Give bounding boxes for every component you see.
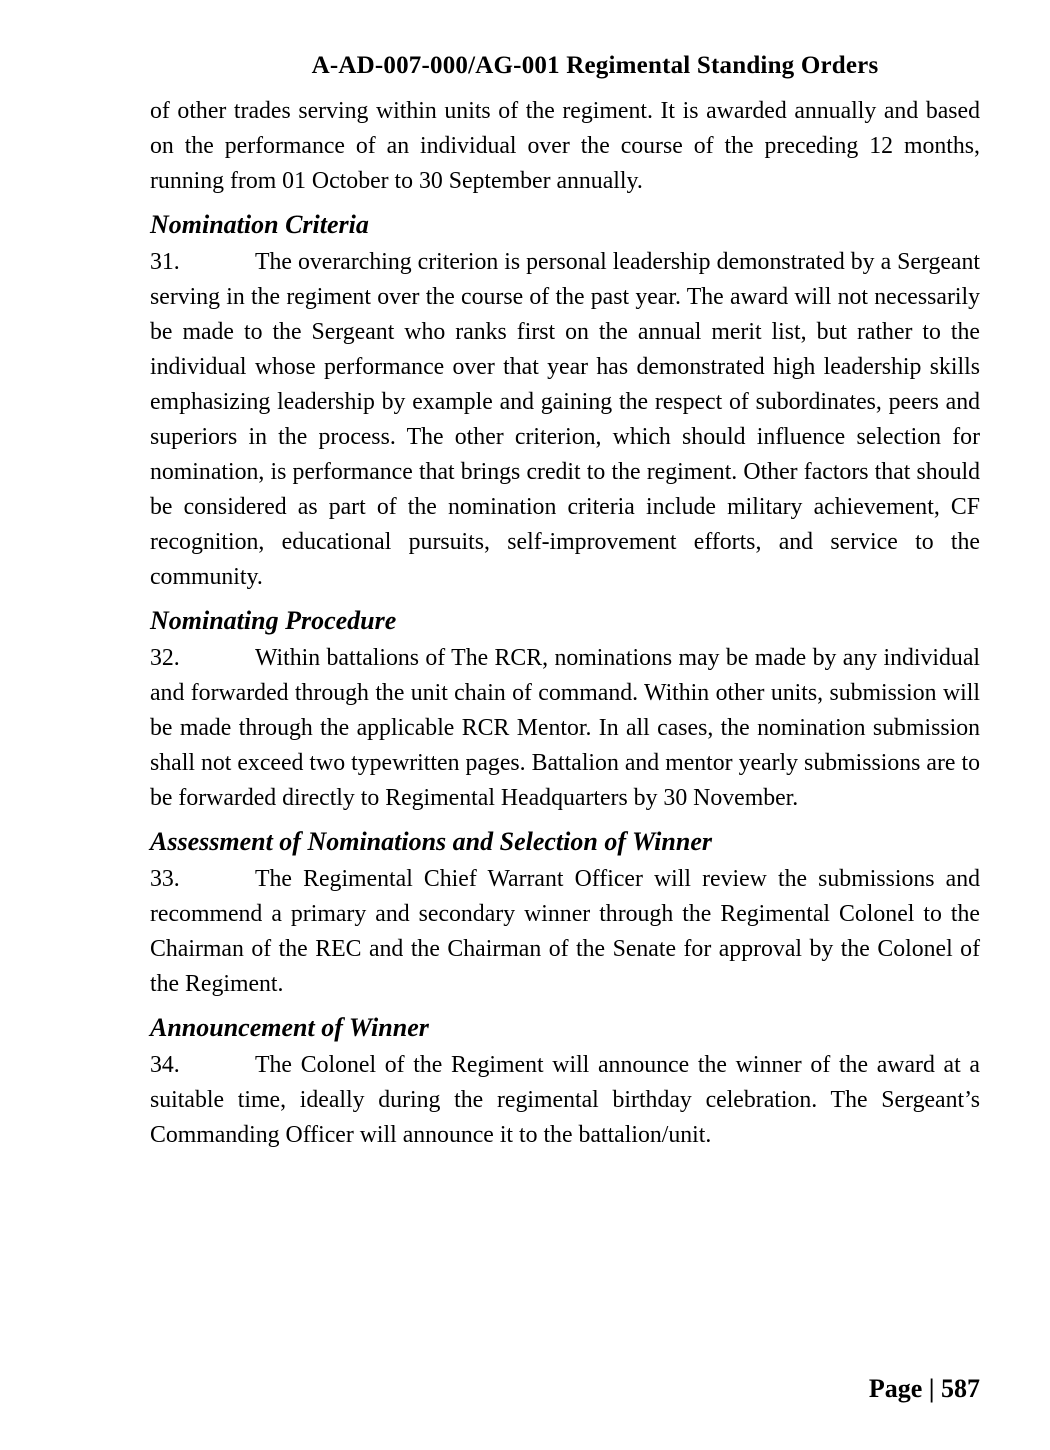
paragraph-text: Within battalions of The RCR, nominations may be made by any individual and forwarded through the unit chain of command. Within other units, submission will be made through the applicable RCR Mentor. In all cases, the nomination submission shall not exceed two typewritten pages. Battalion and mentor yearly submissions are to be forwarded directly to Regimental Headquarters by 30 November. xyxy=(150,645,980,811)
paragraph-number: 34. xyxy=(150,1052,180,1078)
paragraph-number: 32. xyxy=(150,645,180,671)
numbered-paragraph-31 xyxy=(150,245,980,595)
paragraph-number: 33. xyxy=(150,866,180,892)
numbered-paragraph-33 xyxy=(150,862,980,1002)
page-footer xyxy=(150,1374,980,1422)
section-heading-announcement-of-winner: Announcement of Winner xyxy=(150,1013,429,1042)
section-heading-nominating-procedure: Nominating Procedure xyxy=(150,606,397,635)
paragraph-number: 31. xyxy=(150,249,180,275)
page-number: Page | 587 xyxy=(868,1374,980,1403)
section-heading-assessment-of-nominations: Assessment of Nominations and Selection of Winner xyxy=(150,827,712,856)
numbered-paragraph-32 xyxy=(150,641,980,816)
paragraph-continuation: of other trades serving within units of the regiment. It is awarded annually and based on the performance of an individual over the course of the preceding 12 months, running from 01 October to 30 September annually. xyxy=(150,98,980,194)
section-heading-nomination-criteria: Nomination Criteria xyxy=(150,210,369,239)
paragraph-text: The Colonel of the Regiment will announce the winner of the award at a suitable time, ideally during the regimental birthday celebration. The Sergeant’s Commanding Officer will announce it to the battalion/unit. xyxy=(150,1052,980,1148)
paragraph-text: The overarching criterion is personal leadership demonstrated by a Sergeant serving in the regiment over the course of the past year. The award will not necessarily be made to the Sergeant who ranks first on the annual merit list, but rather to the individual whose performance over that year has demonstrated high leadership skills emphasizing leadership by example and gaining the respect of subordinates, peers and superiors in the process. The other criterion, which should influence selection for nomination, is performance that brings credit to the regiment. Other factors that should be considered as part of the nomination criteria include military achievement, CF recognition, educational pursuits, self-improvement efforts, and service to the community. xyxy=(150,249,980,590)
document-body xyxy=(150,94,980,1153)
paragraph-text: The Regimental Chief Warrant Officer will review the submissions and recommend a primary and secondary winner through the Regimental Colonel to the Chairman of the REC and the Chairman of the Senate for approval by the Colonel of the Regiment. xyxy=(150,866,980,997)
document-title: A-AD-007-000/AG-001 Regimental Standing Orders xyxy=(311,52,879,79)
numbered-paragraph-34 xyxy=(150,1048,980,1153)
document-header xyxy=(150,52,980,80)
